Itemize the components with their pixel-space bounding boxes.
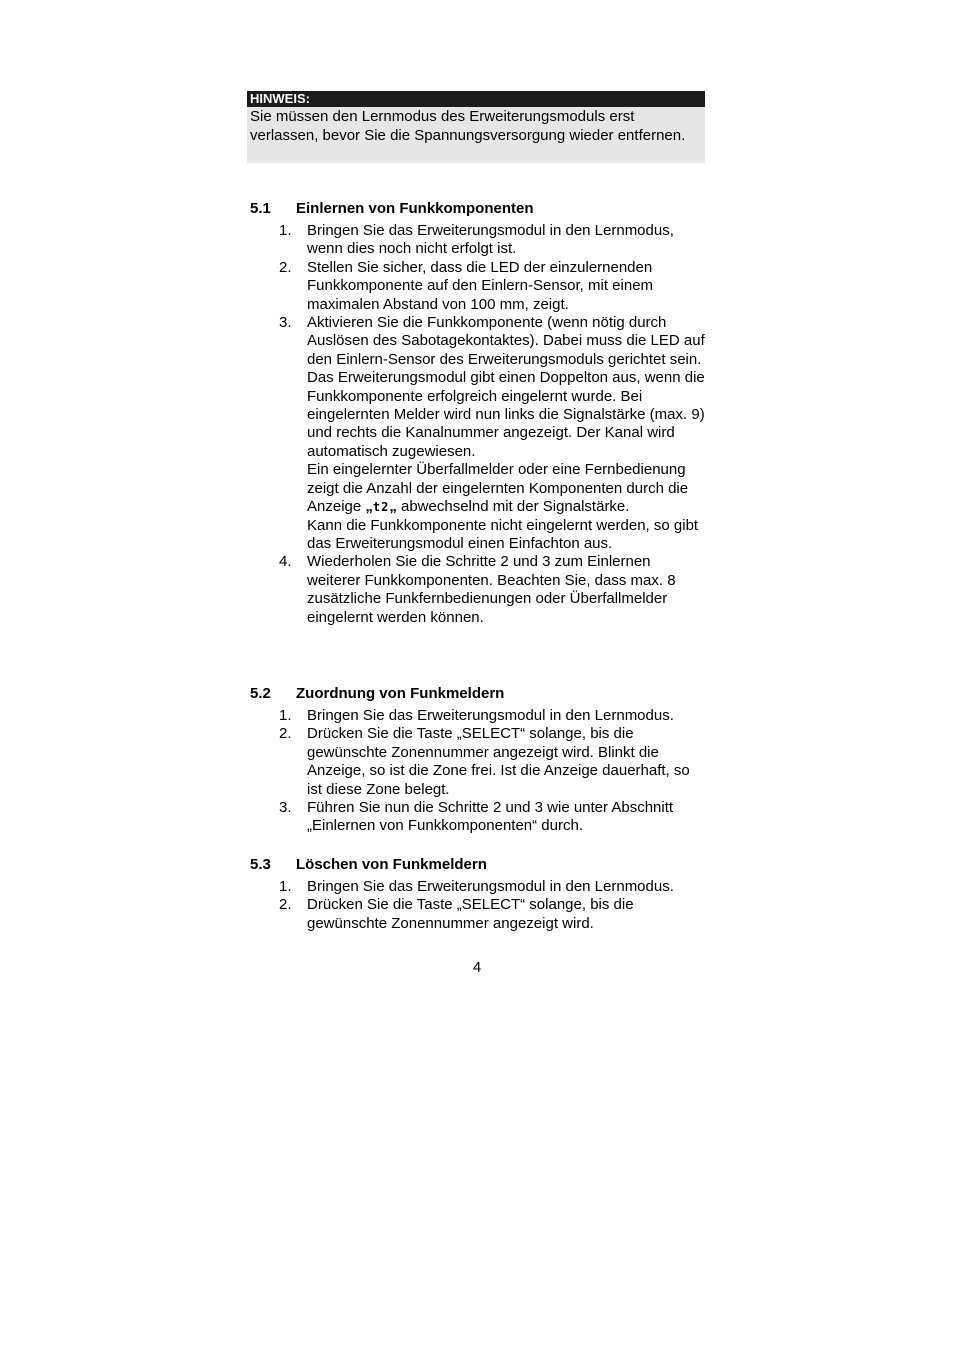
step-paragraph: Das Erweiterungsmodul gibt einen Doppelton aus, wenn die Funkkomponente erfolgreich eingelernt wurde. Bei eingelernten Melder wird nun links die Signalstärke (max. 9) und rechts die Kanalnummer angezeigt. Der Kanal wird automatisch zugewiesen. xyxy=(307,369,705,460)
step-item xyxy=(250,878,710,896)
step-text: Führen Sie nun die Schritte 2 und 3 wie unter Abschnitt „Einlernen von Funkkomponenten“ durch. xyxy=(307,799,674,835)
step-text: Stellen Sie sicher, dass die LED der einzulernenden Funkkomponente auf den Einlern-Sensor, mit einem maximalen Abstand von 100 mm, zeigt. xyxy=(307,258,654,313)
note-box xyxy=(247,91,705,163)
step-number: 4. xyxy=(279,553,292,571)
step-number: 1. xyxy=(279,222,292,239)
section-5-2 xyxy=(250,685,710,836)
step-number: 2. xyxy=(279,896,292,914)
step-list xyxy=(250,707,710,836)
step-list xyxy=(250,222,710,627)
step-list xyxy=(250,878,710,933)
section-number: 5.2 xyxy=(250,685,271,702)
section-heading xyxy=(250,200,710,218)
section-title: Einlernen von Funkkomponenten xyxy=(296,200,534,217)
section-heading xyxy=(250,685,710,703)
step-item xyxy=(250,707,710,725)
step-paragraph: Aktivieren Sie die Funkkomponente (wenn nötig durch Auslösen des Sabotagekontaktes). Dabei muss die LED auf den Einlern-Sensor des Erweiterungsmoduls gerichtet sein. xyxy=(307,314,705,368)
section-5-3 xyxy=(250,856,710,933)
note-label: HINWEIS: xyxy=(247,91,705,107)
step-text: Bringen Sie das Erweiterungsmodul in den Lernmodus. xyxy=(307,878,674,895)
step-text xyxy=(307,314,707,553)
step-number: 1. xyxy=(279,878,292,895)
quote-mark: „ xyxy=(365,498,373,516)
section-heading xyxy=(250,856,710,874)
quote-mark: „ xyxy=(389,498,397,516)
step-text: Drücken Sie die Taste „SELECT“ solange, bis die gewünschte Zonennummer angezeigt wird. xyxy=(307,896,634,932)
step-text: Drücken Sie die Taste „SELECT“ solange, bis die gewünschte Zonennummer angezeigt wird. Blinkt die Anzeige, so ist die Zone frei. Ist die Anzeige dauerhaft, so ist diese Zone belegt. xyxy=(307,725,690,798)
step-item xyxy=(250,259,710,314)
step-number: 2. xyxy=(279,725,292,743)
page-number: 4 xyxy=(472,959,482,976)
step-paragraph: Kann die Funkkomponente nicht eingelernt werden, so gibt das Erweiterungsmodul einen Einfachton aus. xyxy=(307,516,699,552)
step-item xyxy=(250,314,710,553)
step-paragraph xyxy=(307,461,707,516)
step-number: 3. xyxy=(279,799,292,817)
note-text: Sie müssen den Lernmodus des Erweiterungsmoduls erst verlassen, bevor Sie die Spannungsversorgung wieder entfernen. xyxy=(247,107,705,163)
step-item xyxy=(250,222,710,259)
section-5-1 xyxy=(250,200,710,627)
step-item xyxy=(250,553,710,627)
step-text: Bringen Sie das Erweiterungsmodul in den Lernmodus. xyxy=(307,707,674,724)
section-number: 5.3 xyxy=(250,856,271,873)
step-number: 2. xyxy=(279,258,292,276)
step-item xyxy=(250,799,710,836)
paragraph-text: Ein eingelernter Überfallmelder oder eine Fernbedienung zeigt die Anzahl der eingelernten Komponenten durch die Anzeige xyxy=(307,461,689,516)
step-number: 1. xyxy=(279,707,292,724)
step-number: 3. xyxy=(279,314,292,332)
section-number: 5.1 xyxy=(250,200,271,217)
step-item xyxy=(250,725,710,799)
step-text: Wiederholen Sie die Schritte 2 und 3 zum Einlernen weiterer Funkkomponenten. Beachten Sie, dass max. 8 zusätzliche Funkfernbedienungen oder Überfallmelder eingelernt werden können. xyxy=(307,553,676,626)
section-title: Löschen von Funkmeldern xyxy=(296,856,487,873)
section-title: Zuordnung von Funkmeldern xyxy=(296,685,505,702)
step-text: Bringen Sie das Erweiterungsmodul in den Lernmodus, wenn dies noch nicht erfolgt ist. xyxy=(307,222,674,258)
paragraph-text: abwechselnd mit der Signalstärke. xyxy=(396,498,630,516)
step-item xyxy=(250,896,710,933)
display-readout: t2 xyxy=(372,500,390,515)
